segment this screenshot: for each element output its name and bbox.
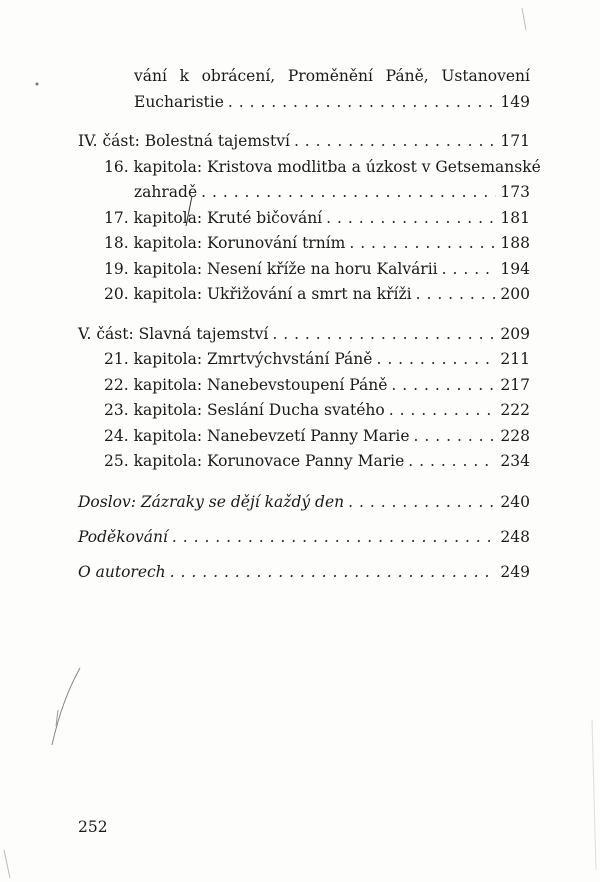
toc-back-matter-label: O autorech (78, 562, 166, 581)
toc-part-heading (78, 322, 530, 348)
toc-chapter (78, 206, 530, 232)
dot-leader (391, 373, 496, 399)
toc-chapter (78, 398, 530, 424)
toc-chapter-page: 194 (500, 259, 530, 278)
toc-back-matter-page: 240 (500, 492, 530, 511)
toc-part-label: V. část: Slavná tajemství (78, 324, 269, 343)
toc-chapter-page: 173 (500, 183, 530, 201)
toc-entry-page: 149 (500, 92, 530, 111)
toc-continuation-text: vání k obrácení, Proměnění Páně, Ustanovení (134, 67, 530, 85)
toc-chapter-page: 211 (500, 350, 530, 368)
dot-leader (228, 90, 496, 116)
dot-leader (172, 520, 496, 555)
toc-chapter-page: 217 (500, 375, 530, 394)
dot-leader (272, 322, 496, 348)
toc-chapter (78, 449, 530, 475)
dot-leader (408, 449, 496, 475)
dot-leader (389, 398, 496, 424)
toc-chapter-label: 24. kapitola: Nanebevzetí Panny Marie (104, 426, 410, 445)
toc-chapter-continuation (78, 180, 530, 206)
toc-entry-label: Eucharistie (134, 92, 224, 111)
toc-chapter-label: 23. kapitola: Seslání Ducha svatého (104, 401, 385, 419)
toc-chapter (78, 373, 530, 399)
toc-back-matter-label: Poděkování (78, 527, 168, 546)
toc-chapter-label: 21. kapitola: Zmrtvýchvstání Páně (104, 350, 373, 368)
toc-chapter-label: 19. kapitola: Nesení kříže na horu Kalvárii (104, 259, 438, 278)
dot-leader (442, 257, 496, 283)
toc-part-heading (78, 129, 530, 155)
page-number: 252 (78, 818, 108, 836)
toc-back-matter (78, 485, 530, 520)
toc-part-label: IV. část: Bolestná tajemství (78, 132, 290, 150)
toc-back-matter (78, 520, 530, 555)
toc-chapter-page: 222 (500, 401, 530, 419)
toc-back-matter-page: 249 (500, 562, 530, 581)
toc-chapter-label: 20. kapitola: Ukřižování a smrt na kříži (104, 285, 412, 303)
toc-chapter (78, 347, 530, 373)
toc-chapter-label-cont: zahradě (134, 183, 198, 201)
toc-chapter-label: 22. kapitola: Nanebevstoupení Páně (104, 375, 388, 394)
dot-leader (414, 424, 496, 450)
dot-leader (348, 485, 496, 520)
toc-chapter-label: 25. kapitola: Korunovace Panny Marie (104, 452, 405, 470)
toc-back-matter (78, 555, 530, 590)
dot-leader (326, 206, 496, 232)
toc-chapter (78, 231, 530, 257)
toc-chapter-label: 17. kapitola: Kruté bičování (104, 208, 323, 227)
toc-chapter-page: 234 (500, 452, 530, 470)
toc-chapter-page: 228 (500, 426, 530, 445)
toc-chapter-page: 181 (500, 208, 530, 227)
toc-chapter-page: 200 (500, 285, 530, 303)
dot-leader (416, 282, 496, 308)
toc-chapter-page: 188 (500, 234, 530, 252)
dot-leader (376, 347, 496, 373)
toc-continuation-line (78, 64, 530, 90)
toc-chapter-label: 16. kapitola: Kristova modlitba a úzkost v Getsemanské (104, 157, 541, 176)
toc-chapter (78, 282, 530, 308)
toc-part-page: 171 (500, 132, 530, 150)
toc-back-matter-page: 248 (500, 527, 530, 546)
toc-entry (78, 90, 530, 116)
dot-leader (201, 180, 496, 206)
dot-leader (349, 231, 496, 257)
toc-chapter (78, 424, 530, 450)
toc-chapter-line (78, 155, 541, 181)
dot-leader (170, 555, 496, 590)
table-of-contents (78, 64, 541, 590)
dot-leader (294, 129, 496, 155)
toc-part-page: 209 (500, 324, 530, 343)
toc-chapter (78, 257, 530, 283)
toc-back-matter-label: Doslov: Zázraky se dějí každý den (78, 492, 345, 511)
toc-chapter-label: 18. kapitola: Korunování trním (104, 234, 346, 252)
